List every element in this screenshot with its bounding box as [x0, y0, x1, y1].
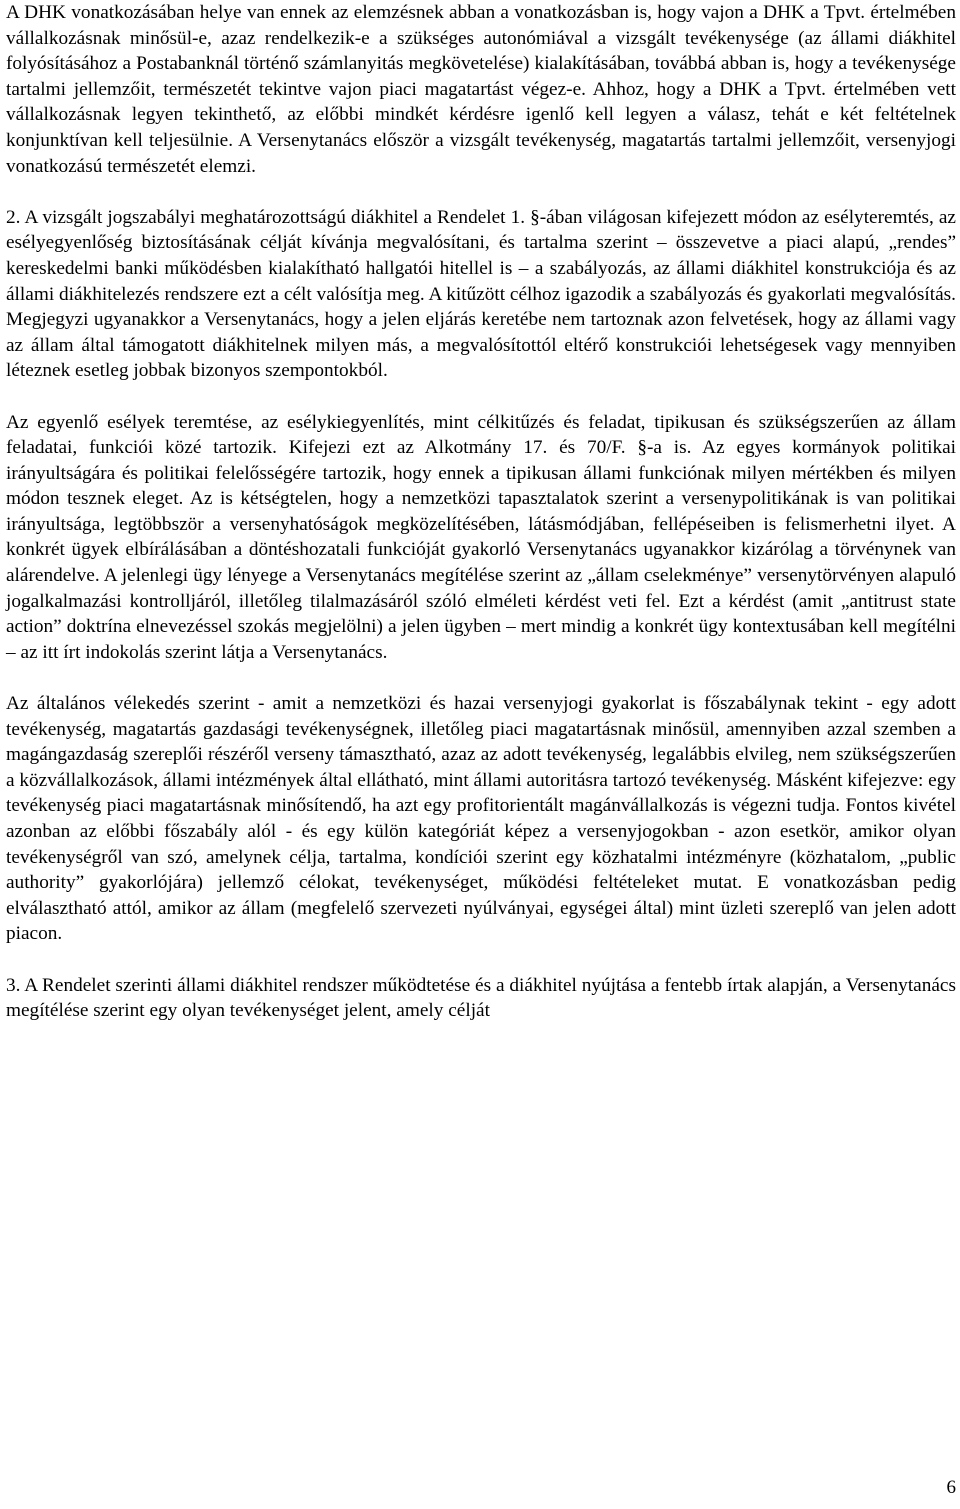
- page-number: 6: [946, 1477, 956, 1498]
- paragraph-gap: [6, 179, 956, 205]
- paragraph-gap: [6, 384, 956, 410]
- paragraph-2-diakhitel: 2. A vizsgált jogszabályi meghatározottságú diákhitel a Rendelet 1. §-ában világosan kifejezett módon az esélyteremtés, az esélyegyenlőség biztosításának célját kívánja megvalósítani, és tartalma szerint – összevetve a piaci alapú, „rendes” kereskedelmi banki működésben kialakítható hallgatói hitellel is – a szabályozás, az állami diákhitel konstrukciója és az állami diákhitelezés rendszere ezt a célt valósítja meg. A kitűzött célhoz igazodik a szabályozás és gyakorlati megvalósítás. Megjegyzi ugyanakkor a Versenytanács, hogy a jelen eljárás keretébe nem tartoznak azon felvetések, hogy az állami vagy az állam által támogatott diákhitelnek milyen más, a megvalósítottól eltérő konstrukciói lehetségesek vagy mennyiben léteznek esetleg jobbak bizonyos szempontokból.: [6, 206, 956, 382]
- paragraph-gap: [6, 947, 956, 973]
- paragraph-3-rendelet: 3. A Rendelet szerinti állami diákhitel rendszer működtetése és a diákhitel nyújtása a fentebb írtak alapján, a Versenytanács megítélése szerint egy olyan tevékenységet jelent, amely célját: [6, 974, 956, 1022]
- paragraph-dhk-autonomy: A DHK vonatkozásában helye van ennek az elemzésnek abban a vonatkozásban is, hogy vajon a DHK a Tpvt. értelmében vállalkozásnak minősül-e, azaz rendelkezik-e a szükséges autonómiával a vizsgált tevékenysége (az állami diákhitel folyósításához a Postabanknál történő számlanyitás megkövetelése) kialakításában, továbbá abban is, hogy a tevékenysége tartalmi jellemzőit, természetét tekintve vajon piaci magatartást végez-e. Ahhoz, hogy a DHK a Tpvt. értelmében vett vállalkozásnak legyen tekinthető, az előbbi mindkét kérdésre igenlő kell legyen a válasz, tehát e két feltételnek konjunktívan kell teljesülnie. A Versenytanács először a vizsgált tevékenység, magatartás tartalmi jellemzőit, versenyjogi vonatkozású természetét elemzi.: [6, 2, 956, 177]
- paragraph-egyenlo-eselyek: Az egyenlő esélyek teremtése, az esélykiegyenlítés, mint célkitűzés és feladat, tipikusan és szükségszerűen az állam feladatai, funkciói közé tartozik. Kifejezi ezt az Alkotmány 17. és 70/F. §-a is. Az egyes kormányok politikai irányultságára és politikai felelősségére tartozik, hogy ennek a tipikusan állami funkciónak milyen mértékben és milyen módon tesznek eleget. Az is kétségtelen, hogy a nemzetközi tapasztalatok szerint a versenypolitikának is van politikai irányultsága, legtöbbször a versenyhatóságok megközelítésében, látásmódjában, fellépéseiben is felismerhetni ilyet. A konkrét ügyek elbírálásában a döntéshozatali funkcióját gyakorló Versenytanács ugyanakkor kizárólag a törvénynek van alárendelve. A jelenlegi ügy lényege a Versenytanács megítélése szerint az „állam cselekménye” versenytörvényen alapuló jogalkalmazási kontrolljáról, illetőleg tilalmazásáról szóló elméleti kérdést veti fel. Ezt a kérdést (amit „antitrust state action” doktrína elnevezéssel szokás megjelölni) a jelen ügyben – mert mindig a konkrét ügy kontextusában kell megítélni – az itt írt indokolás szerint látja a Versenytanács.: [6, 411, 956, 663]
- paragraph-altalanos-velekedes: Az általános vélekedés szerint - amit a nemzetközi és hazai versenyjogi gyakorlat is főszabálynak tekint - egy adott tevékenység, magatartás gazdasági tevékenységnek, illetőleg piaci magatartásnak minősül, amennyiben azzal szemben a magángazdaság szereplői részéről verseny támasztható, azaz az adott tevékenység, legalábbis elvileg, nem szükségszerűen a közvállalkozások, állami intézmények által ellátható, mint állami autoritásra tartozó tevékenység. Másként kifejezve: egy tevékenység piaci magatartásnak minősítendő, ha azt egy profitorientált magánvállalkozás is végezni tudja. Fontos kivétel azonban az előbbi főszabály alól - és egy külön kategóriát képez a versenyjogokban - azon esetkör, amikor olyan tevékenységről van szó, amelynek célja, tartalma, kondíciói szerint egy közhatalmi intézményre (közhatalom, „public authority” gyakorlójára) jellemző célokat, tevékenységet, működési feltételeket mutat. E vonatkozásban pedig elválasztható attól, amikor az állam (megfelelő szervezeti nyúlványai, egységei által) mint üzleti szereplő van jelen adott piacon.: [6, 693, 956, 945]
- document-page: [6, 0, 956, 1024]
- paragraph-gap: [6, 665, 956, 691]
